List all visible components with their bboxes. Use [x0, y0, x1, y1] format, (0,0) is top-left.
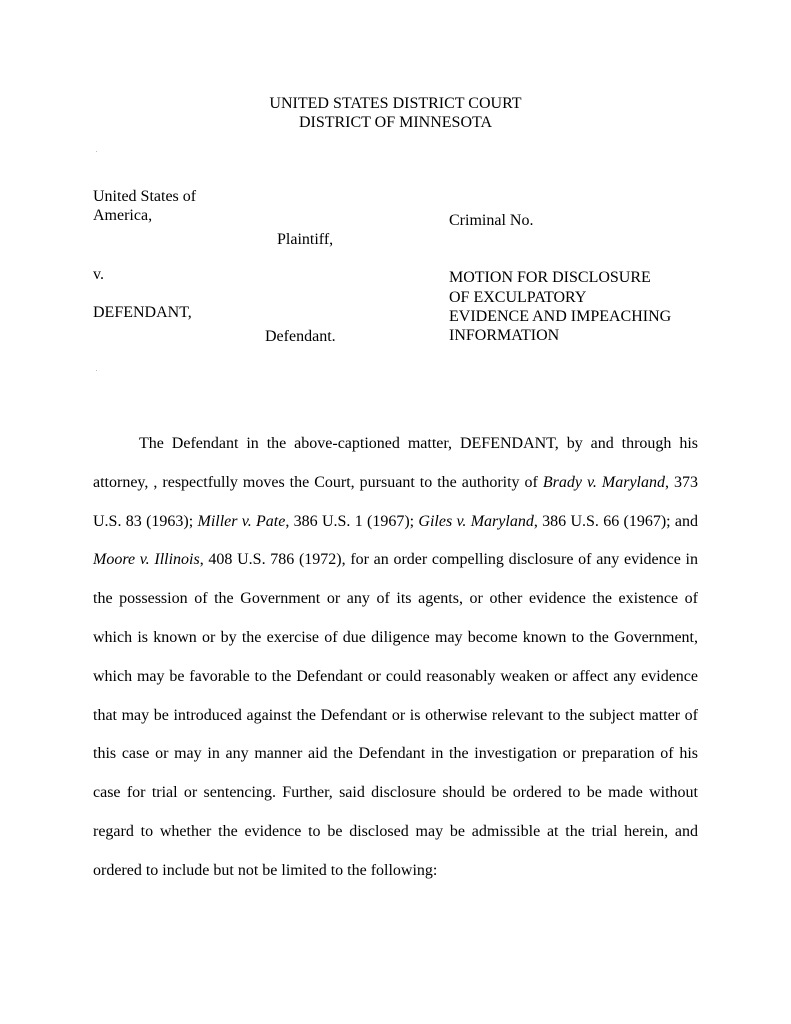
defendant-role: Defendant. [265, 328, 336, 345]
body-text-segment: , 373 U.S. 83 (1963); [93, 473, 699, 530]
motion-body-paragraph [93, 425, 698, 891]
motion-title-line-2: OF EXCULPATORY [449, 289, 587, 306]
case-citation: Miller v. Pate [197, 512, 286, 530]
versus: v. [93, 266, 104, 283]
motion-title-line-4: INFORMATION [449, 327, 560, 344]
plaintiff-name-line1: United States of [93, 188, 197, 205]
body-text-segment: , 386 U.S. 66 (1967); and [533, 512, 699, 530]
faint-mark [96, 370, 97, 371]
case-number-label: Criminal No. [449, 212, 534, 229]
body-text-segment: , 386 U.S. 1 (1967); [285, 512, 419, 530]
defendant-name: DEFENDANT, [93, 304, 192, 321]
body-text-segment: , 408 U.S. 786 (1972), for an order compelling disclosure of any evidence in the possession of the Government or any of its agents, or other evidence the existence of which is known or by the exercise of due diligence may become known to the Government, which may be favorable to the Defendant or could reasonably weaken or affect any evidence that may be introduced against the Defendant or is otherwise relevant to the subject matter of this case or may in any manner aid the Defendant in the investigation or preparation of his case for trial or sentencing. Further, said disclosure should be ordered to be made without regard to whether the evidence to be disclosed may be admissible at the trial herein, and ordered to include but not be limited to the following: [93, 551, 699, 879]
case-citation: Brady v. Maryland [542, 473, 665, 491]
body-text-segment: The Defendant in the above-captioned matter, DEFENDANT, by and through his attorney, , respectfully moves the Court, pursuant to the authority of [93, 435, 698, 491]
court-header [0, 94, 791, 132]
case-citation: Giles v. Maryland [418, 512, 534, 530]
plaintiff-role: Plaintiff, [277, 231, 334, 248]
motion-title-line-1: MOTION FOR DISCLOSURE [449, 269, 651, 286]
case-citation: Moore v. Illinois [93, 551, 200, 569]
plaintiff-name-line2: America, [93, 207, 153, 224]
district-name: DISTRICT OF MINNESOTA [298, 114, 493, 131]
motion-title-line-3: EVIDENCE AND IMPEACHING [449, 308, 672, 325]
court-name: UNITED STATES DISTRICT COURT [269, 95, 522, 112]
faint-mark [96, 151, 97, 152]
